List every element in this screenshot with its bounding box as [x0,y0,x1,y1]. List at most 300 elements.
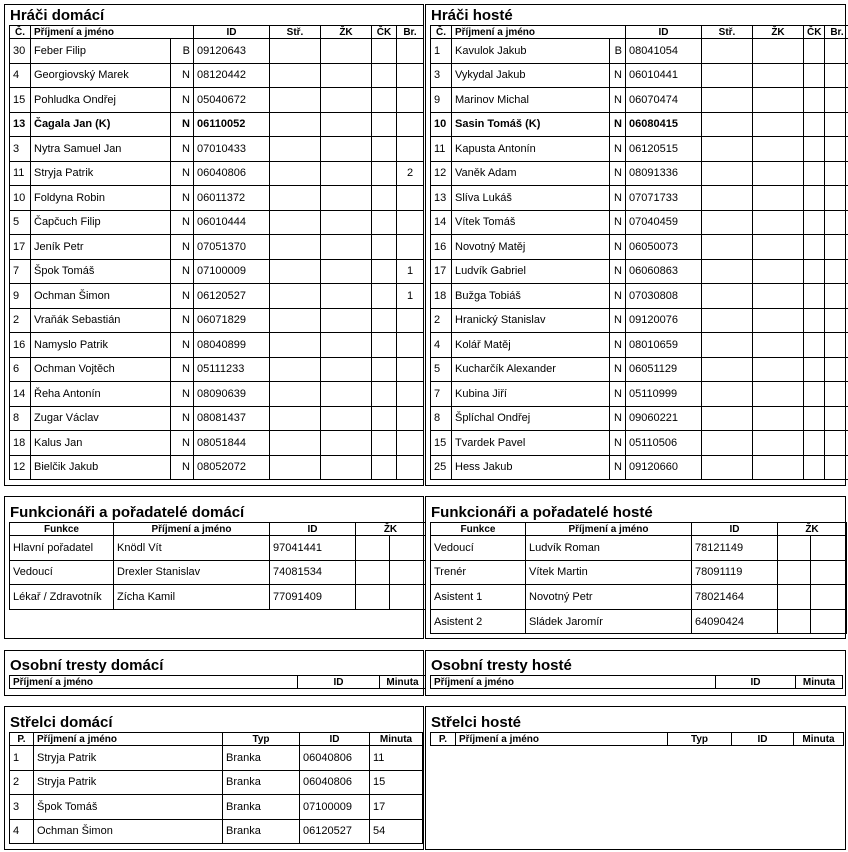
cell-str [702,406,753,431]
table-row [10,560,426,585]
table-row [10,186,424,211]
cell-ck [372,63,397,88]
table-row [431,357,848,382]
table-row [10,137,424,162]
cell-str [270,406,321,431]
player-name: Sasin Tomáš (K) [452,112,610,137]
table-row [10,63,424,88]
away-scorers-title: Střelci hosté [431,714,522,731]
scorer-id: 06040806 [300,746,370,771]
col-header-name: Příjmení a jméno [526,523,692,536]
cell-ck [804,333,825,358]
home-officials-body [10,536,426,610]
cell-zk [778,585,811,610]
table-row [10,161,424,186]
scorer-order: 4 [10,819,34,844]
cell-zk [321,357,372,382]
player-number: 12 [10,455,31,480]
cell-br: 2 [397,161,424,186]
table-row [431,308,848,333]
cell-empty [811,609,847,634]
player-flag: N [610,284,626,309]
cell-br [397,308,424,333]
table-row [431,259,848,284]
player-number: 11 [10,161,31,186]
cell-str [270,63,321,88]
player-name: Čagala Jan (K) [31,112,171,137]
player-flag: N [171,235,194,260]
col-header-id: ID [732,733,794,746]
col-header-name: Příjmení a jméno [452,26,626,39]
cell-zk [753,431,804,456]
table-row [431,63,848,88]
home-players-panel [4,4,424,486]
player-name: Hranický Stanislav [452,308,610,333]
cell-zk [753,186,804,211]
cell-zk [321,333,372,358]
player-name: Kucharčík Alexander [452,357,610,382]
cell-str [270,259,321,284]
scorer-id: 06040806 [300,770,370,795]
player-name: Kolář Matěj [452,333,610,358]
player-name: Nytra Samuel Jan [31,137,171,162]
player-id: 06060863 [626,259,702,284]
player-name: Jeník Petr [31,235,171,260]
player-name: Feber Filip [31,39,171,64]
away-players-panel [425,4,846,486]
player-name: Šplíchal Ondřej [452,406,610,431]
cell-zk [778,609,811,634]
col-header-minute: Minuta [380,676,426,689]
player-id: 07030808 [626,284,702,309]
away-penalties-panel [425,650,846,696]
cell-ck [804,161,825,186]
cell-br [825,455,848,480]
scorer-order: 2 [10,770,34,795]
table-row [431,161,848,186]
cell-str [270,455,321,480]
col-header-name: Příjmení a jméno [31,26,194,39]
player-number: 15 [10,88,31,113]
table-row [431,609,847,634]
table-row [10,585,426,610]
cell-br [397,39,424,64]
cell-zk [321,39,372,64]
scorer-name: Stryja Patrik [34,770,223,795]
cell-str [270,112,321,137]
player-flag: N [171,137,194,162]
table-row [431,382,848,407]
cell-br [825,382,848,407]
cell-ck [804,112,825,137]
col-header-p: P. [431,733,456,746]
scorer-order: 1 [10,746,34,771]
official-id: 64090424 [692,609,778,634]
cell-zk [778,536,811,561]
scorer-order: 3 [10,795,34,820]
cell-br [825,308,848,333]
cell-str [702,137,753,162]
cell-str [270,88,321,113]
cell-ck [804,39,825,64]
player-name: Vraňák Sebastián [31,308,171,333]
player-flag: N [610,137,626,162]
cell-ck [372,382,397,407]
table-header-row [10,26,424,39]
cell-zk [753,259,804,284]
cell-ck [372,357,397,382]
player-id: 08091336 [626,161,702,186]
player-name: Bielčik Jakub [31,455,171,480]
player-id: 08090639 [194,382,270,407]
player-id: 07071733 [626,186,702,211]
scorer-minute: 17 [370,795,423,820]
player-id: 06011372 [194,186,270,211]
player-name: Tvardek Pavel [452,431,610,456]
home-scorers-body [10,746,423,844]
col-header-zk: ŽK [778,523,847,536]
cell-zk [778,560,811,585]
player-number: 6 [10,357,31,382]
cell-zk [321,161,372,186]
player-name: Vaněk Adam [452,161,610,186]
player-id: 08040899 [194,333,270,358]
player-flag: N [610,63,626,88]
scorer-name: Špok Tomáš [34,795,223,820]
away-players-title: Hráči hosté [431,7,513,24]
table-row [10,308,424,333]
cell-zk [753,39,804,64]
table-row [431,333,848,358]
scorer-type: Branka [223,770,300,795]
cell-zk [321,88,372,113]
cell-ck [372,431,397,456]
player-id: 09120660 [626,455,702,480]
cell-str [270,333,321,358]
player-flag: N [610,406,626,431]
table-row [10,770,423,795]
table-row [431,210,848,235]
player-name: Kapusta Antonín [452,137,610,162]
player-number: 4 [10,63,31,88]
player-flag: N [171,186,194,211]
cell-zk [321,455,372,480]
player-flag: N [610,161,626,186]
cell-br [825,259,848,284]
cell-empty [390,536,426,561]
player-id: 07010433 [194,137,270,162]
scorer-minute: 11 [370,746,423,771]
cell-br [397,88,424,113]
player-number: 7 [10,259,31,284]
table-row [431,137,848,162]
col-header-str: Stř. [270,26,321,39]
player-number: 17 [431,259,452,284]
cell-ck [804,137,825,162]
cell-br [397,333,424,358]
away-players-table [430,25,848,480]
cell-br [825,406,848,431]
player-id: 08010659 [626,333,702,358]
player-number: 8 [10,406,31,431]
official-role: Asistent 2 [431,609,526,634]
player-name: Kubina Jiří [452,382,610,407]
col-header-zk: ŽK [321,26,372,39]
player-name: Špok Tomáš [31,259,171,284]
cell-ck [804,259,825,284]
cell-br [825,284,848,309]
player-flag: N [171,259,194,284]
cell-str [270,284,321,309]
cell-zk [321,284,372,309]
cell-br [825,39,848,64]
cell-br [397,406,424,431]
cell-zk [321,382,372,407]
player-name: Bužga Tobiáš [452,284,610,309]
scorer-id: 06120527 [300,819,370,844]
cell-ck [372,284,397,309]
cell-br: 1 [397,284,424,309]
player-id: 08052072 [194,455,270,480]
col-header-id: ID [298,676,380,689]
table-row [10,259,424,284]
cell-ck [372,161,397,186]
table-row [10,235,424,260]
table-row [10,39,424,64]
col-header-id: ID [626,26,702,39]
table-row [431,431,848,456]
player-number: 8 [431,406,452,431]
official-name: Sládek Jaromír [526,609,692,634]
official-id: 78121149 [692,536,778,561]
cell-zk [753,284,804,309]
away-penalties-table [430,675,843,689]
official-role: Vedoucí [431,536,526,561]
cell-zk [753,406,804,431]
col-header-id: ID [716,676,796,689]
away-officials-body [431,536,847,634]
table-row [10,88,424,113]
cell-zk [356,585,390,610]
cell-str [702,63,753,88]
away-officials-title: Funkcionáři a pořadatelé hosté [431,504,653,521]
player-flag: N [610,431,626,456]
cell-br [825,137,848,162]
table-row [10,112,424,137]
home-players-body [10,39,424,480]
cell-str [270,39,321,64]
cell-br [397,382,424,407]
table-header-row [10,523,426,536]
home-officials-table [9,522,426,610]
player-id: 06110052 [194,112,270,137]
scorer-type: Branka [223,795,300,820]
cell-zk [321,63,372,88]
player-flag: N [610,308,626,333]
player-name: Ochman Šimon [31,284,171,309]
player-number: 3 [431,63,452,88]
player-number: 25 [431,455,452,480]
player-id: 06120527 [194,284,270,309]
cell-br [397,431,424,456]
scorer-name: Ochman Šimon [34,819,223,844]
player-flag: N [171,63,194,88]
table-row [431,560,847,585]
cell-zk [753,137,804,162]
player-number: 30 [10,39,31,64]
col-header-br: Br. [397,26,424,39]
cell-zk [321,259,372,284]
cell-br [825,161,848,186]
player-flag: N [171,161,194,186]
table-row [10,536,426,561]
player-flag: N [171,112,194,137]
table-row [10,746,423,771]
home-penalties-table [9,675,426,689]
player-id: 06010441 [626,63,702,88]
player-flag: N [171,431,194,456]
col-header-ck: ČK [804,26,825,39]
player-number: 10 [431,112,452,137]
cell-str [270,137,321,162]
cell-ck [372,259,397,284]
cell-br [825,210,848,235]
player-number: 2 [10,308,31,333]
official-id: 97041441 [270,536,356,561]
cell-ck [804,186,825,211]
col-header-name: Příjmení a jméno [34,733,223,746]
cell-br [825,431,848,456]
cell-empty [390,560,426,585]
player-number: 15 [431,431,452,456]
cell-zk [753,382,804,407]
table-row [10,819,423,844]
player-flag: B [610,39,626,64]
player-id: 06050073 [626,235,702,260]
cell-ck [372,186,397,211]
scorer-type: Branka [223,746,300,771]
table-header-row [431,523,847,536]
player-flag: N [171,333,194,358]
player-id: 05111233 [194,357,270,382]
cell-empty [811,585,847,610]
col-header-name: Příjmení a jméno [456,733,668,746]
cell-str [270,161,321,186]
player-name: Čapčuch Filip [31,210,171,235]
table-header-row [431,676,843,689]
player-flag: N [171,88,194,113]
col-header-name: Příjmení a jméno [10,676,298,689]
cell-br [825,63,848,88]
official-name: Zícha Kamil [114,585,270,610]
cell-ck [804,382,825,407]
cell-zk [753,112,804,137]
player-name: Vykydal Jakub [452,63,610,88]
cell-br [825,112,848,137]
cell-ck [804,235,825,260]
player-id: 09120643 [194,39,270,64]
player-id: 06040806 [194,161,270,186]
col-header-role: Funkce [10,523,114,536]
player-number: 14 [431,210,452,235]
official-role: Lékař / Zdravotník [10,585,114,610]
cell-ck [372,406,397,431]
scorer-type: Branka [223,819,300,844]
official-role: Asistent 1 [431,585,526,610]
home-players-title: Hráči domácí [10,7,105,24]
cell-str [702,186,753,211]
col-header-ck: ČK [372,26,397,39]
player-number: 2 [431,308,452,333]
cell-zk [753,161,804,186]
official-id: 74081534 [270,560,356,585]
cell-zk [753,357,804,382]
cell-br: 1 [397,259,424,284]
player-name: Pohludka Ondřej [31,88,171,113]
cell-ck [804,455,825,480]
cell-str [702,112,753,137]
cell-br [397,210,424,235]
table-row [431,536,847,561]
col-header-zk: ŽK [356,523,426,536]
home-players-table [9,25,424,480]
player-id: 08081437 [194,406,270,431]
table-header-row [10,676,426,689]
player-number: 5 [10,210,31,235]
player-number: 9 [431,88,452,113]
cell-zk [321,308,372,333]
home-officials-panel [4,496,424,639]
cell-str [702,39,753,64]
player-id: 06080415 [626,112,702,137]
cell-ck [804,210,825,235]
col-header-type: Typ [223,733,300,746]
away-officials-panel [425,496,846,639]
cell-str [702,259,753,284]
table-row [431,186,848,211]
cell-br [397,186,424,211]
table-row [10,382,424,407]
player-number: 7 [431,382,452,407]
col-header-type: Typ [668,733,732,746]
official-role: Hlavní pořadatel [10,536,114,561]
player-number: 4 [431,333,452,358]
cell-br [825,235,848,260]
player-id: 06051129 [626,357,702,382]
official-name: Drexler Stanislav [114,560,270,585]
player-id: 07051370 [194,235,270,260]
cell-str [270,431,321,456]
cell-br [397,455,424,480]
cell-str [702,308,753,333]
cell-ck [804,357,825,382]
cell-empty [811,560,847,585]
away-penalties-title: Osobní tresty hosté [431,657,572,674]
player-name: Kalus Jan [31,431,171,456]
official-name: Novotný Petr [526,585,692,610]
cell-zk [356,560,390,585]
player-number: 10 [10,186,31,211]
cell-br [825,333,848,358]
cell-br [397,235,424,260]
home-penalties-panel [4,650,424,696]
player-id: 09120076 [626,308,702,333]
player-name: Slíva Lukáš [452,186,610,211]
player-id: 09060221 [626,406,702,431]
cell-br [825,88,848,113]
table-row [431,455,848,480]
cell-ck [372,210,397,235]
